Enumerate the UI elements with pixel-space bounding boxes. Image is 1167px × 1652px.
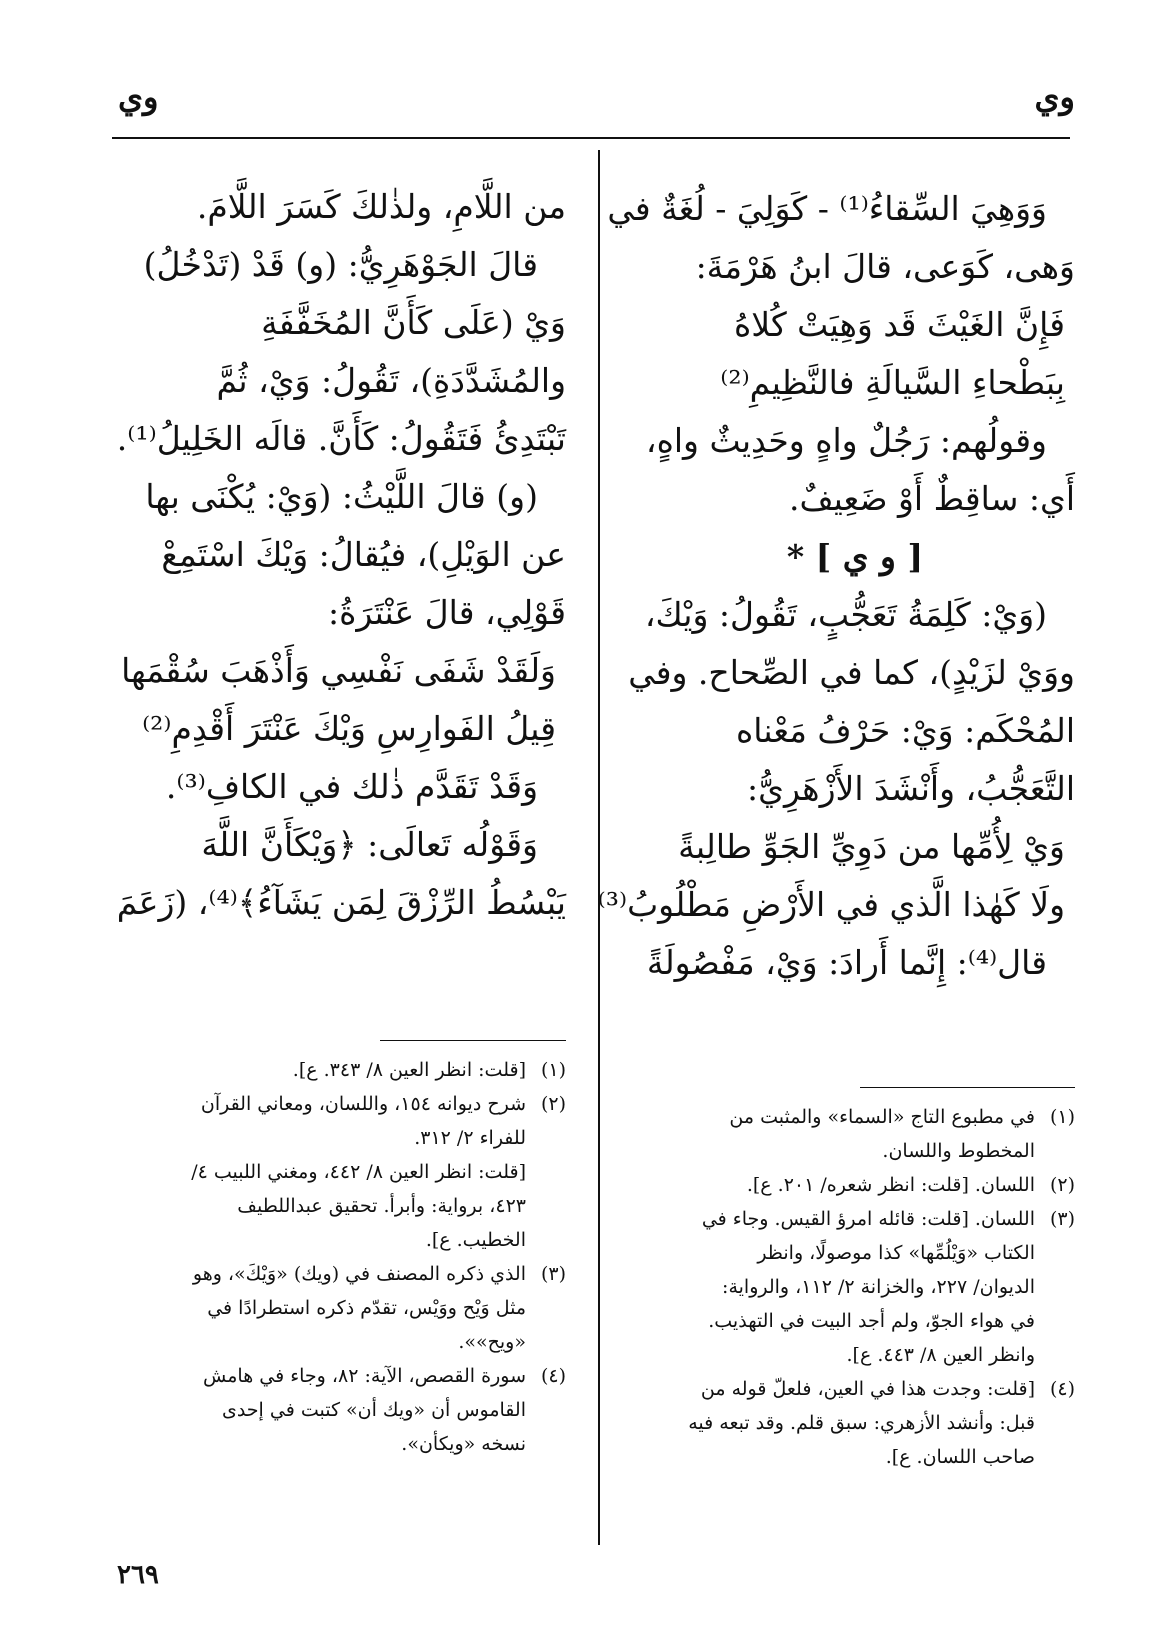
footnote-text: ٤٢٣، برواية: وأبرأ. تحقيق عبداللطيف — [237, 1195, 526, 1217]
footnote-number: (٣) — [540, 1263, 566, 1285]
footnote-text: الخطيب. ع]. — [425, 1229, 526, 1251]
text-line: (وَيْ: كَلِمَةُ تَعَجُّبٍ، تَقُولُ: وَيْكَ، — [644, 595, 1047, 634]
footnote-text: مثل وَيْح ووَيْس، تقدّم ذكره استطرادًا في — [207, 1297, 526, 1319]
text-line: قالَ الجَوْهَرِيُّ: (و) قَدْ (تَدْخُلُ) — [143, 245, 538, 284]
text-line: وَقَدْ تَقَدَّم ذٰلك في الكافِ⁽³⁾. — [165, 767, 538, 806]
header-rule — [112, 137, 1070, 139]
footnote-number: (٤) — [540, 1365, 566, 1387]
footnote — [635, 1372, 1075, 1406]
column-divider — [598, 150, 600, 1545]
text-line: وَوَهِيَ السِّقاءُ⁽¹⁾ - كَوَلِيَ - لُغَةٌ في — [607, 189, 1047, 228]
footnote — [112, 1053, 566, 1087]
footnote-text: في مطبوع التاج «السماء» والمثبت من — [729, 1106, 1035, 1128]
text-line: وَيْ (عَلَى كَأَنَّ المُخَفَّفَةِ — [261, 303, 566, 342]
page-number: ٢٦٩ — [117, 1560, 159, 1590]
text-line: قَوْلِي، قالَ عَنْتَرَةُ: — [327, 593, 566, 632]
quran-quote-line: وَقَوْلُه تَعالَى: ﴿وَيْكَأَنَّ اللَّهَ — [201, 825, 538, 864]
footnote-number: (١) — [1049, 1106, 1075, 1128]
footnote-text: وانظر العين ٨/ ٤٤٣. ع]. — [846, 1344, 1035, 1366]
footnote-text: نسخه «ويكأن». — [401, 1433, 526, 1455]
entry-heading: [ و ي ] * — [786, 537, 924, 576]
footnote-text: اللسان. [قلت: انظر شعره/ ٢٠١. ع]. — [746, 1174, 1035, 1196]
poem-line: قِيلُ الفَوارِسِ وَيْكَ عَنْتَرَ أَقْدِمِ⁽²⁾ — [142, 709, 556, 748]
footnote-text: اللسان. [قلت: قائله امرؤ القيس. وجاء في — [701, 1208, 1035, 1230]
footnotes-left — [112, 1053, 566, 1461]
text-line: المُحْكَم: وَيْ: حَرْفُ مَعْناه — [736, 711, 1075, 750]
poem-line: بِبَطْحاءِ السَّيالَةِ فالنَّظِيمِ⁽²⁾ — [720, 363, 1065, 402]
footnote-rule-left — [380, 1040, 566, 1041]
footnote-number: (٤) — [1049, 1378, 1075, 1400]
text-line: أَي: ساقِطٌ أَوْ ضَعِيفٌ. — [788, 479, 1075, 518]
text-line: عن الوَيْلِ)، فيُقالُ: وَيْكَ اسْتَمِعْ — [161, 535, 566, 574]
quran-quote-line: يَبْسُطُ الرِّزْقَ لِمَن يَشَآءُ﴾⁽⁴⁾، (زَعَمَ — [116, 883, 566, 922]
left-column — [112, 178, 566, 932]
footnote-text: القاموس أن «ويك أن» كتبت في إحدى — [221, 1399, 526, 1421]
running-head-right: وي — [1034, 78, 1075, 116]
footnote — [635, 1202, 1075, 1236]
text-line: (و) قالَ اللَّيْثُ: (وَيْ: يُكْنَى بها — [145, 477, 538, 516]
footnote-text: قبل: وأنشد الأزهري: سبق قلم. وقد تبعه فيه — [688, 1412, 1035, 1434]
footnote-number: (٣) — [1049, 1208, 1075, 1230]
poem-line: وَيْ لِأُمِّها من دَوِيِّ الجَوِّ طالِبةً — [678, 827, 1065, 866]
footnote-text: المخطوط واللسان. — [882, 1140, 1035, 1162]
footnotes-right — [635, 1100, 1075, 1474]
footnote-text: [قلت: انظر العين ٨/ ٣٤٣. ع]. — [292, 1059, 526, 1081]
footnote-number: (٢) — [540, 1093, 566, 1115]
text-line: التَّعَجُّبُ، وأَنْشَدَ الأَزْهَرِيُّ: — [747, 769, 1075, 808]
footnote-text: «ويح»». — [458, 1331, 526, 1353]
footnote-text: [قلت: وجدت هذا في العين، فلعلّ قوله من — [700, 1378, 1035, 1400]
text-line: قال⁽⁴⁾: إِنَّما أَرادَ: وَيْ، مَفْصُولَةً — [646, 943, 1047, 982]
text-line: وقولُهم: رَجُلٌ واهٍ وحَدِيثٌ واهٍ، — [645, 421, 1047, 460]
footnote-text: الديوان/ ٢٢٧، والخزانة ٢/ ١١٢، والرواية: — [722, 1276, 1035, 1298]
running-head-left: وي — [118, 78, 159, 116]
poem-line: وَلَقَدْ شَفَى نَفْسِي وَأَذْهَبَ سُقْمَها — [121, 651, 556, 690]
footnote — [112, 1359, 566, 1393]
footnote-number: (٢) — [1049, 1174, 1075, 1196]
footnote — [112, 1087, 566, 1121]
footnote-text: سورة القصص، الآية: ٨٢، وجاء في هامش — [203, 1365, 526, 1387]
footnote-rule-right — [860, 1087, 1075, 1088]
text-line: ووَيْ لزَيْدٍ)، كما في الصِّحاح. وفي — [628, 653, 1075, 692]
footnote-text: للفراء ٢/ ٣١٢. — [414, 1127, 526, 1149]
text-line: وَهى، كَوَعى، قالَ ابنُ هَرْمَةَ: — [695, 247, 1075, 286]
text-line: من اللَّامِ، ولذٰلكَ كَسَرَ اللَّامَ. — [196, 187, 566, 226]
text-line: تَبْتَدِئُ فَتَقُولُ: كَأَنَّ. قالَه الخَلِيلُ⁽¹⁾. — [116, 419, 566, 458]
footnote — [635, 1168, 1075, 1202]
footnote-number: (١) — [540, 1059, 566, 1081]
footnote-text: [قلت: انظر العين ٨/ ٤٤٢، ومغني اللبيب ٤/ — [191, 1161, 526, 1183]
footnote-text: الذي ذكره المصنف في (ويك) «وَيْكَ»، وهو — [192, 1263, 526, 1285]
text-line: والمُشَدَّدَةِ)، تَقُولُ: وَيْ، ثُمَّ — [216, 361, 566, 400]
footnote-text: في هواء الجوّ، ولم أجد البيت في التهذيب. — [708, 1310, 1035, 1332]
poem-line: فَإِنَّ الغَيْثَ قَد وَهِيَتْ كُلاهُ — [733, 305, 1065, 344]
footnote — [112, 1257, 566, 1291]
poem-line: ولَا كَهٰذا الَّذي في الأَرْضِ مَطْلُوبُ⁽³⁾ — [597, 885, 1065, 924]
right-column — [597, 180, 1075, 992]
footnote-text: الكتاب «وَيْلُمِّها» كذا موصولًا، وانظر — [757, 1242, 1035, 1264]
footnote-text: صاحب اللسان. ع]. — [885, 1446, 1035, 1468]
footnote — [635, 1100, 1075, 1134]
footnote-text: شرح ديوانه ١٥٤، واللسان، ومعاني القرآن — [200, 1093, 526, 1115]
